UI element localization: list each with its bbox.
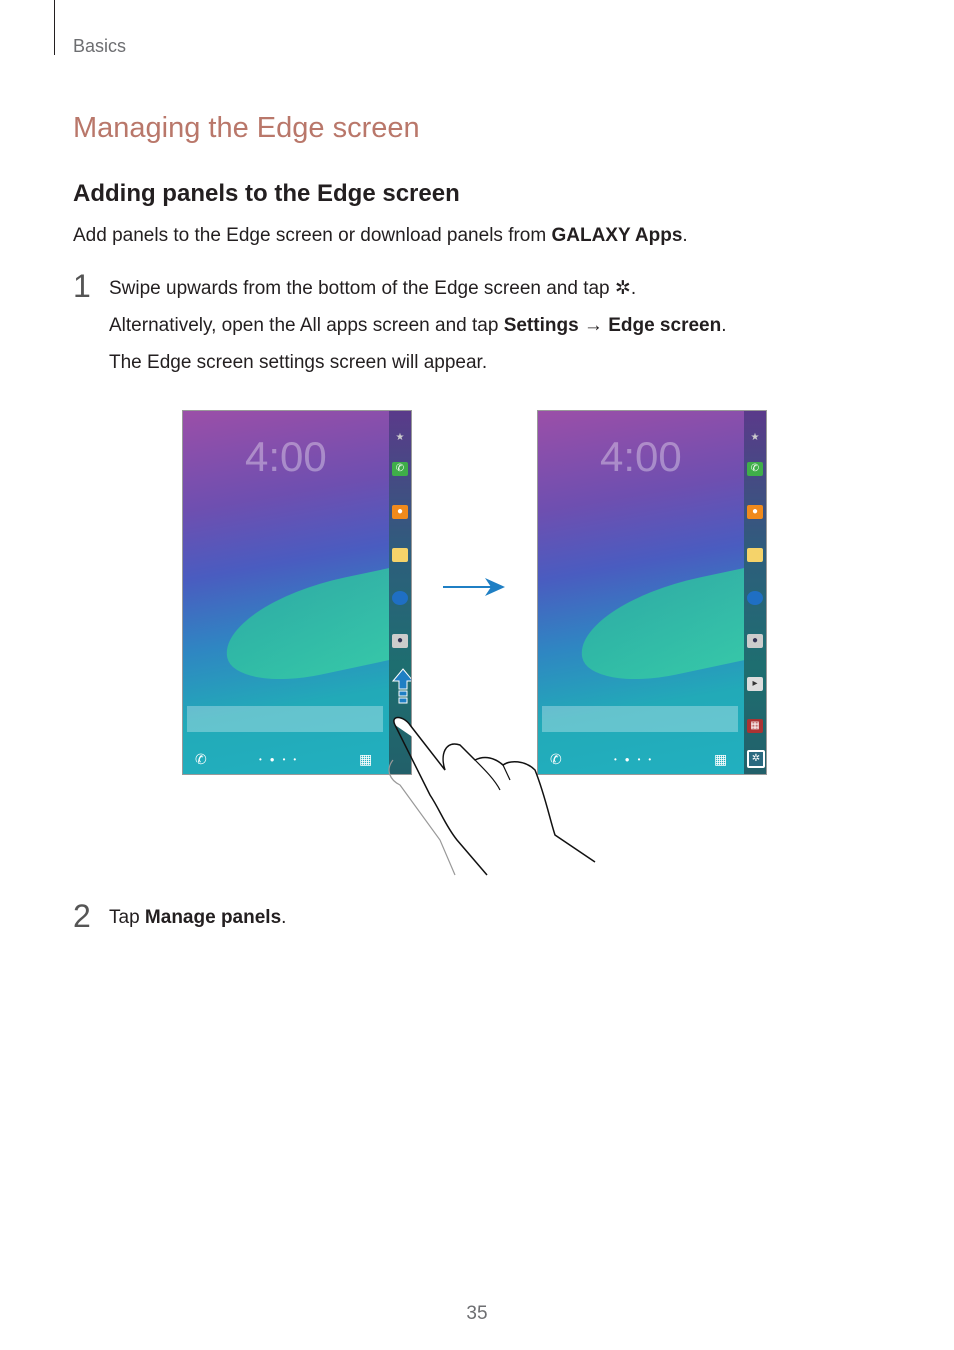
edge-panel xyxy=(744,411,766,774)
section-heading: Adding panels to the Edge screen xyxy=(73,180,460,207)
page-indicator: •●•• xyxy=(259,755,305,764)
page-title: Managing the Edge screen xyxy=(73,112,420,144)
apps-icon: ▦ xyxy=(714,751,728,767)
step-number-2: 2 xyxy=(73,898,91,934)
section-header: Basics xyxy=(73,36,127,56)
phone-icon: ✆ xyxy=(550,751,562,767)
email-icon xyxy=(392,548,408,562)
intro-text: Add panels to the Edge screen or download panels from GALAXY Apps. xyxy=(73,225,688,246)
step2-text: Tap Manage panels. xyxy=(109,907,287,928)
camera-icon: ● xyxy=(392,634,408,648)
apps-panel-icon: ▦ xyxy=(747,719,763,733)
page-number: 35 xyxy=(466,1303,488,1324)
swipe-up-arrow-icon xyxy=(392,667,408,711)
step1-line2: Alternatively, open the All apps screen and tap Settings → Edge screen. xyxy=(109,315,727,336)
step-number-1: 1 xyxy=(73,268,91,304)
camera-icon: ● xyxy=(747,634,763,648)
clock: 4:00 xyxy=(600,433,682,480)
hand-illustration xyxy=(385,710,605,880)
apps-icon: ▦ xyxy=(359,751,373,767)
phone-app-icon: ✆ xyxy=(747,462,763,476)
right-arrow-icon xyxy=(443,576,507,598)
star-icon: ★ xyxy=(750,432,760,443)
star-icon: ★ xyxy=(395,432,405,443)
edge-settings-gear-icon[interactable]: ✲ xyxy=(747,750,765,768)
phone-screen-before xyxy=(182,410,412,775)
step1-line3: The Edge screen settings screen will appear. xyxy=(109,352,488,373)
internet-icon xyxy=(392,591,408,605)
search-bar xyxy=(187,706,383,732)
page-indicator: •●•• xyxy=(614,755,660,764)
margin-rule xyxy=(54,0,55,55)
phone-icon: ✆ xyxy=(195,751,207,767)
contacts-icon: ● xyxy=(747,505,763,519)
gear-icon: ✲ xyxy=(614,278,631,299)
phone-app-icon: ✆ xyxy=(392,462,408,476)
contacts-icon: ● xyxy=(392,505,408,519)
email-icon xyxy=(747,548,763,562)
internet-icon xyxy=(747,591,763,605)
store-icon: ▸ xyxy=(747,677,763,691)
clock: 4:00 xyxy=(245,433,327,480)
step1-line1: Swipe upwards from the bottom of the Edge screen and tap ✲. xyxy=(109,278,637,299)
